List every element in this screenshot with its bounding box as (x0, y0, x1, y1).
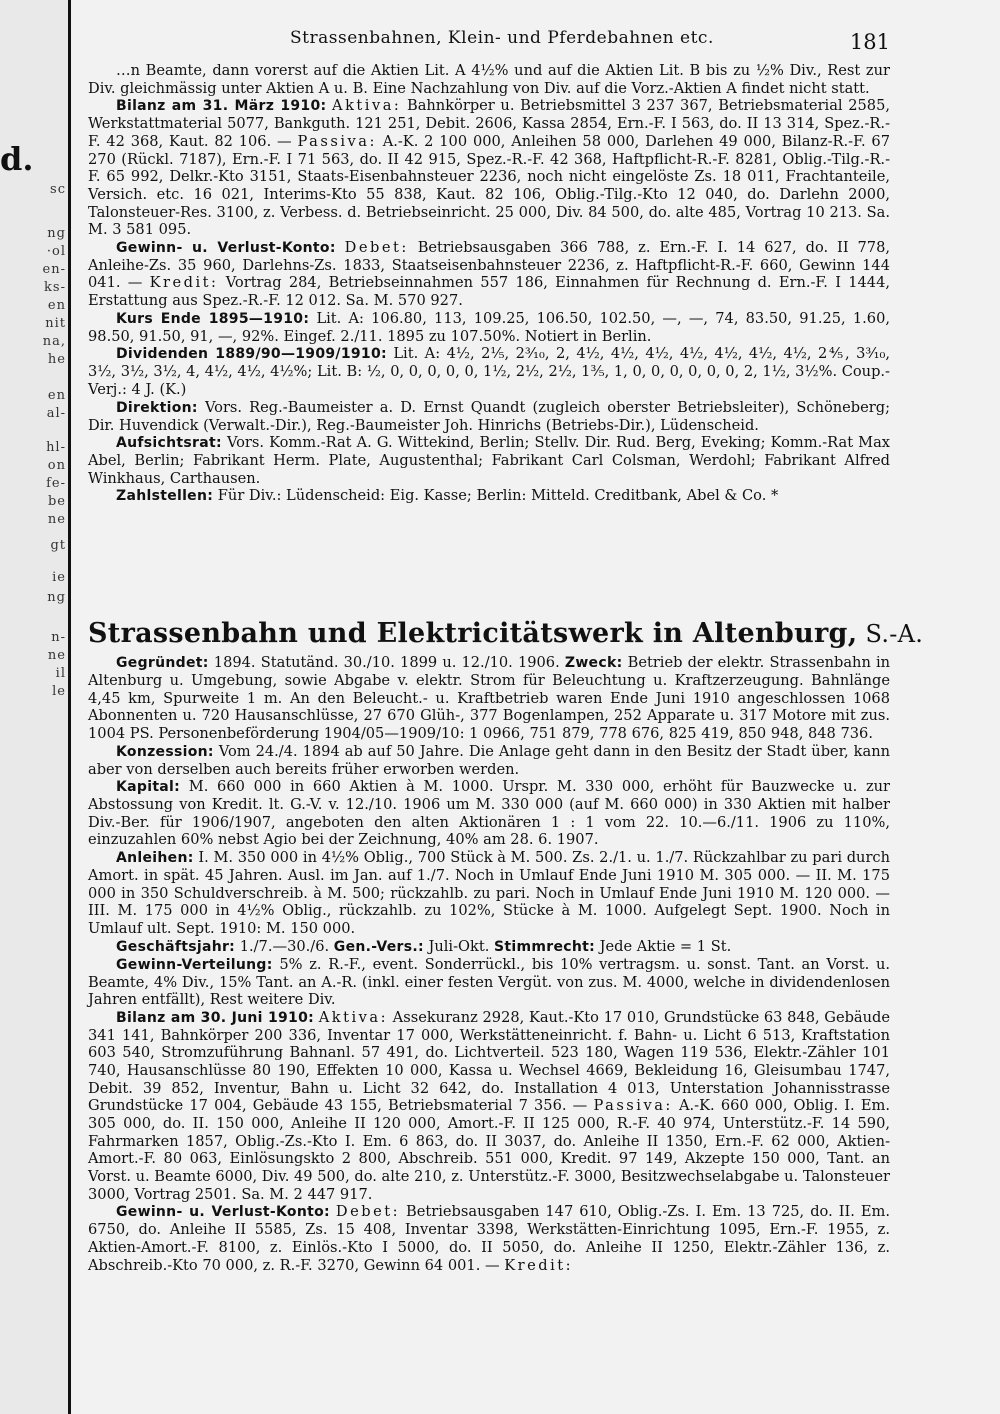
margin-fragment: ng (47, 226, 66, 241)
page-number: 181 (849, 30, 890, 54)
label-gewinn-verlust: Gewinn- u. Verlust-Konto: (116, 1204, 330, 1221)
paragraph-profit-loss: Gewinn- u. Verlust-Konto: Debet: Betriebsausgaben 366 788, z. Ern.-F. I. 14 627, do. II 778, Anleihe-Zs. 35 960, Darlehns-Zs. 1833, Staatseisenbahnsteuer 2236, z. Haftpflicht-R.-F. 660, Gewinn 144 041. — Kredit: Vortrag 284, Betriebseinnahmen 557 186, Einnahmen für Rechnung d. Ern.-F. I 1444, Erstattung aus Spez.-R.-F. 12 012. Sa. M. 570 927. (88, 238, 891, 310)
margin-fragment: en (47, 298, 66, 313)
paragraph-profit-distribution: …n Beamte, dann vorerst auf die Aktien Lit. A 4½% und auf die Aktien Lit. B bis zu ½% Div., Rest zur Div. gleichmässig unter Aktien A u. B. Eine Nachzahlung von Div. auf die Vorz.-Aktien A findet nicht statt. (88, 62, 890, 97)
margin-fragment: gt (50, 538, 66, 553)
gutter-divider-line (68, 0, 71, 1414)
margin-fragment: le (52, 684, 66, 699)
label-konzession: Konzession: (116, 743, 214, 760)
paragraph-profit-distribution: Gewinn-Verteilung: 5% z. R.-F., event. Sonderrückl., bis 10% vertragsm. u. sonst. Tant. an Vorst. u. Beamte, 4% Div., 15% Tant. an A.-R. (inkl. einer festen Vergüt. von zus. M. 4000, welche in dividendenlosen Jahren entfällt), Rest weitere Div. (88, 955, 891, 1009)
page-header (90, 22, 890, 52)
margin-fragment: on (47, 458, 66, 473)
label-gewinn-verteilung: Gewinn-Verteilung: (116, 956, 273, 973)
paragraph-paying-agents: Zahlstellen: Für Div.: Lüdenscheid: Eig. Kasse; Berlin: Mitteld. Creditbank, Abel & Co. * (116, 487, 779, 505)
left-margin-gutter (0, 0, 70, 1414)
margin-fragment: en- (42, 262, 66, 277)
section-lokalbahn-continued (88, 62, 890, 505)
margin-fragment: fe- (46, 476, 66, 491)
margin-fragment: ng (47, 590, 66, 605)
margin-fragment: ne (47, 648, 66, 663)
margin-fragment: be (47, 494, 66, 509)
margin-fragment: ne (47, 512, 66, 527)
company-heading: Strassenbahn und Elektricitätswerk in Altenburg, S.-A. (88, 618, 924, 649)
margin-fragment: ·ol (46, 244, 66, 259)
margin-fragment: n- (51, 630, 66, 645)
label-gegruendet: Gegründet: (116, 655, 209, 671)
label-kapital: Kapital: (116, 779, 181, 796)
margin-fragment: hl- (46, 440, 66, 455)
paragraph-founded-purpose: Gegründet: 1894. Statutänd. 30./10. 1899 u. 12./10. 1906. Zweck: Betrieb der elektr. Strassenbahn in Altenburg u. Umgebung, sowie Abgabe v. elektr. Strom für Beleuchtung u. Kraftzerzeugung. Bahnlänge 4,45 km, Spurweite 1 m. An den Beleucht.- u. Kraftbetrieb waren Ende Juni 1910 angeschlossen 1068 Abonnenten u. 720 Hausanschlüsse, 27 670 Glüh-, 377 Bogenlampen, 252 Apparate u. 317 Motore mit zus. 1004 PS. Personenbeförderung 1904/05—1909/10: 1 0966, 751 879, 778 676, 825 419, 850 948, 848 736. (88, 654, 891, 742)
margin-fragment: ks- (44, 280, 66, 295)
label-gewinn-verlust: Gewinn- u. Verlust-Konto: (116, 239, 336, 256)
margin-fragment: il (55, 666, 66, 681)
label-bilanz: Bilanz am 31. März 1910: (116, 98, 327, 115)
margin-fragment: en (47, 388, 66, 403)
label-zahlstellen: Zahlstellen: (116, 488, 214, 505)
margin-fragment: he (47, 352, 66, 367)
label-kurs: Kurs Ende 1895—1910: (116, 310, 310, 327)
paragraph-balance-sheet: Bilanz am 31. März 1910: Aktiva: Bahnkörper u. Betriebsmittel 3 237 367, Betriebsmaterial 2585, Werkstattmaterial 5077, Bankguth. 121 251, Debit. 2606, Kassa 2854, Ern.-F. I 563, do. II 13 314, Spez.-R.-F. 42 368, Kaut. 82 106. — Passiva: A.-K. 2 100 000, Anleihen 58 000, Darlehen 49 000, Bilanz-R.-F. 67 270 (Rückl. 7187), Ern.-F. I 71 563, do. II 42 915, Spez.-R.-F. 42 368, Haftpflicht-R.-F. 8281, Oblig.-Tilg.-R.-F. 65 992, Delkr.-Kto 3151, Staats-Eisenbahnsteuer 2236, noch nicht eingelöste Zs. 18 011, Frachtanteile, Versich. etc. 16 021, Interims-Kto 55 838, Kaut. 82 106, Oblig.-Tilg.-Kto 12 040, do. Darlehn 2000, Talonsteuer-Res. 3100, z. Verbess. d. Betriebseinricht. 25 000, Div. 84 500, do. alte 485, Vortrag 10 213. Sa. M. 3 581 095. (88, 97, 891, 239)
margin-fragment: na, (42, 334, 66, 349)
label-aufsichtsrat: Aufsichtsrat: (116, 435, 222, 452)
section-altenburg (88, 654, 890, 1274)
label-direktion: Direktion: (116, 399, 198, 416)
paragraph-supervisory-board: Aufsichtsrat: Vors. Komm.-Rat A. G. Wittekind, Berlin; Stellv. Dir. Rud. Berg, Eveking; Komm.-Rat Max Abel, Berlin; Fabrikant Herm. Plate, Augustenthal; Fabrikant Carl Colsman, Werdohl; Fabrikant Alfred Winkhaus, Carthausen. (88, 434, 891, 487)
paragraph-fiscal-year: Geschäftsjahr: 1./7.—30./6. Gen.-Vers.: Juli-Okt. Stimmrecht: Jede Aktie = 1 St. (116, 937, 732, 955)
margin-fragment: sc (50, 182, 66, 197)
margin-fragment: nit (45, 316, 66, 331)
paragraph-dividends: Dividenden 1889/90—1909/1910: Lit. A: 4½, 2⅕, 2³⁄₁₀, 2, 4½, 4½, 4½, 4½, 4½, 4½, 4½, 2⅘, 3³⁄₁₀, 3½, 3½, 3½, 4, 4½, 4½, 4½%; Lit. B: ½, 0, 0, 0, 0, 0, 1½, 2½, 2½, 1⅗, 1, 0, 0, 0, 0, 0, 0, 2, 1½, 3½%. Coup.-Verj.: 4 J. (K.) (88, 345, 891, 398)
margin-fragment: ie (52, 570, 66, 585)
label-geschaeftsjahr: Geschäftsjahr: (116, 938, 236, 955)
paragraph-loans: Anleihen: I. M. 350 000 in 4½% Oblig., 700 Stück à M. 500. Zs. 2./1. u. 1./7. Rückzahlbar zu pari durch Amort. in spät. 45 Jahren. Ausl. im Jan. auf 1./7. Noch in Umlauf Ende Juni 1910 M. 305 000. — II. M. 175 000 in 350 Schuldverschreib. à M. 500; rückzahlb. zu pari. Noch in Umlauf Ende Juni 1910 M. 120 000. — III. M. 175 000 in 4½% Oblig., rückzahlb. zu 102%, Stücke à M. 1000. Aufgelegt Sept. 1900. Noch in Umlauf ult. Sept. 1910: M. 150 000. (88, 849, 890, 937)
margin-fragment-large: d. (0, 140, 34, 178)
label-anleihen: Anleihen: (116, 850, 194, 867)
paragraph-capital: Kapital: M. 660 000 in 660 Aktien à M. 1000. Urspr. M. 330 000, erhöht für Bauzwecke u. zur Abstossung von Kredit. lt. G.-V. v. 12./10. 1906 um M. 330 000 (auf M. 660 000) in 330 Aktien mit halber Div.-Ber. für 1906/1907, angeboten den alten Aktionären 1 : 1 vom 22. 10.—6./11. 1906 zu 110%, einzuzahlen 60% nebst Agio bei der Zeichnung, 40% am 28. 6. 1907. (88, 778, 891, 849)
paragraph-balance-sheet: Bilanz am 30. Juni 1910: Aktiva: Assekuranz 2928, Kaut.-Kto 17 010, Grundstücke 63 848, Gebäude 341 141, Bahnkörper 200 336, Inventar 17 000, Werkstätteneinricht. f. Bahn- u. Licht 6 513, Kraftstation 603 540, Stromzuführung Bahnanl. 57 491, do. Lichtverteil. 523 180, Wagen 119 536, Elektr.-Zähler 101 740, Hausanschlüsse 80 190, Effekten 10 000, Kassa u. Wechsel 4669, Bekleidung 16, Gleisumbau 1747, Debit. 39 852, Inventur, Bahn u. Licht 32 642, do. Installation 4 013, Unterstation Johannisstrasse Grundstücke 17 004, Gebäude 43 155, Betriebsmaterial 7 356. — Passiva: A.-K. 660 000, Oblig. I. Em. 305 000, do. II. 150 000, Anleihe II 120 000, Amort.-F. II 125 000, R.-F. 40 974, Unterstütz.-F. 14 590, Fahrmarken 1857, Oblig.-Zs.-Kto I. Em. 6 863, do. II 3037, do. Anleihe II 1350, Ern.-F. 62 000, Aktien-Amort.-F. 80 063, Einlösungskto 2 800, Abschreib. 551 000, Kredit. 97 149, Akzepte 150 000, Tant. an Vorst. u. Beamte 6000, Div. 49 500, do. alte 210, z. Unterstütz.-F. 3000, Besitzwechselabgabe u. Talonsteuer 3000, Vortrag 2501. Sa. M. 2 447 917. (88, 1008, 891, 1203)
label-zweck: Zweck: (564, 655, 623, 671)
label-bilanz: Bilanz am 30. Juni 1910: (116, 1009, 315, 1026)
paragraph-concession: Konzession: Vom 24./4. 1894 ab auf 50 Jahre. Die Anlage geht dann in den Besitz der Stadt über, kann aber von derselben auch bereits früher erworben werden. (88, 742, 890, 778)
label-gen-vers: Gen.-Vers.: (333, 938, 424, 955)
label-dividenden: Dividenden 1889/90—1909/1910: (116, 346, 387, 363)
paragraph-profit-loss: Gewinn- u. Verlust-Konto: Debet: Betriebsausgaben 147 610, Oblig.-Zs. I. Em. 13 725, do. II. Em. 6750, do. Anleihe II 5585, Zs. 15 408, Inventar 3398, Werkstätten-Einrichtung 1095, Ern.-F. 1955, z. Aktien-Amort.-F. 8100, z. Einlös.-Kto I 5000, do. II 5050, do. Anleihe II 1250, Elektr.-Zähler 136, z. Abschreib.-Kto 70 000, z. R.-F. 3270, Gewinn 64 001. — Kredit: (88, 1203, 891, 1274)
label-stimmrecht: Stimmrecht: (493, 938, 595, 955)
margin-fragment: al- (46, 406, 66, 421)
running-title: Strassenbahnen, Klein- und Pferdebahnen etc. (290, 28, 714, 48)
paragraph-share-price: Kurs Ende 1895—1910: Lit. A: 106.80, 113, 109.25, 106.50, 102.50, —, —, 74, 83.50, 91.25, 1.60, 98.50, 91.50, 91, —, 92%. Eingef. 2./11. 1895 zu 107.50%. Notiert in Berlin. (88, 309, 890, 345)
paragraph-board: Direktion: Vors. Reg.-Baumeister a. D. Ernst Quandt (zugleich oberster Betriebsleiter), Schöneberg; Dir. Huvendick (Verwalt.-Dir.), Reg.-Baumeister Joh. Hinrichs (Betriebs-Dir.), Lüdenscheid. (88, 398, 891, 434)
